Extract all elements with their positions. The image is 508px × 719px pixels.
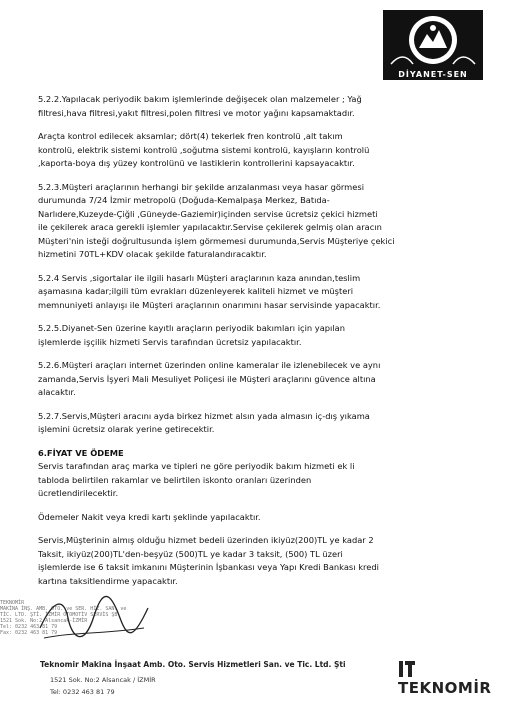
paragraph-payments [38,511,468,525]
paragraph-5-2-6 [38,359,468,400]
footer-phone: Tel: 0232 463 81 79 [50,688,115,696]
text-line: hizmetini 70TL+KDV olacak şekilde faturalandıracaktır. [38,249,267,259]
paragraph-5-2-7 [38,410,468,437]
text-line: memnuniyeti anlayışı ile Müşteri araçlarının onarımını hasar servisinde yapacaktır. [38,299,381,310]
text-line: filtresi,hava filtresi,yakıt filtresi,polen filtresi ve motor yağını kapsamaktadır. [38,107,355,118]
text-line: 5.2.6.Müşteri araçları internet üzerinden online kameralar ile izlenebilecek ve aynı [38,360,381,370]
paragraph-5-2-3 [38,181,468,262]
teknomir-brand-text: TEKNOMİR [398,679,492,697]
text-line: aşamasına kadar;ilgili tüm evrakları düzenleyerek kaliteli hizmet ve müşteri [38,286,354,296]
text-line: 5.2.4 Servis ,sigortalar ile ilgili hasarlı Müşteri araçlarının kaza anından,teslim [38,272,361,283]
paragraph-controls [38,130,468,171]
paragraph-section-6 [38,447,468,501]
text-line: 5.2.5.Diyanet-Sen üzerine kayıtlı araçların periyodik bakımları için yapılan [38,323,346,333]
document-body [38,93,468,598]
text-line: işlemini ücretsiz olarak yerine getirecektir. [38,424,215,434]
footer-company: Teknomir Makina İnşaat Amb. Oto. Servis Hizmetleri San. ve Tic. Ltd. Şti [40,660,346,669]
text-line: 5.2.2.Yapılacak periyodik bakım işlemlerinde değişecek olan malzemeler ; Yağ [38,94,362,104]
text-line: Servis,Müşterinin almış olduğu hizmet bedeli üzerinden ikiyüz(200)TL ye kadar 2 [38,535,374,545]
text-line: ile çekilerek araca gerekli işlemler yapılacaktır.Servise çekilerek gelmiş olan aracın [38,222,382,232]
text-line: Müşteri'nin isteği doğrultusunda işlem görmemesi durumunda,Servis Müşteriye çekici [38,235,395,246]
footer-address: 1521 Sok. No:2 Alsancak / İZMİR [50,676,156,684]
text-line: işlemlerde ise 6 taksit imkanını Müşterinin İşbankası veya Yapı Kredi Bankası kredi [38,562,379,572]
text-line: kontrolü, elektrik sistemi kontrolü ,soğutma sistemi kontrolü, kayışların kontrolü [38,144,370,155]
text-line: tabloda belirtilen rakamlar ve belirtilen iskonto oranları üzerinden [38,474,312,485]
paragraph-5-2-5 [38,322,468,349]
handwritten-signature-icon [34,588,154,658]
stamp-line: TEKNOMİR [0,600,25,606]
teknomir-brand [398,660,508,697]
teknomir-logo-icon [398,660,416,678]
text-line: Ödemeler Nakit veya kredi kartı şeklinde yapılacaktır. [38,511,261,522]
stamp-line: Fax: 0232 463 81 79 [0,630,58,636]
text-line: zamanda,Servis İşyeri Mali Mesuliyet Poliçesi ile Müşteri araçlarını güvence altına [38,373,376,384]
section-heading: 6.FİYAT VE ÖDEME [38,447,124,458]
logo-text: DİYANET-SEN [383,70,483,79]
text-line: Araçta kontrol edilecek aksamlar; dört(4) tekerlek fren kontrolü ,alt takım [38,131,343,141]
stamp-line: MAKİNA İNŞ. AMB. OTO. ve SER. HİZ. SAN. ve [0,606,127,612]
text-line: Servis tarafından araç marka ve tipleri ne göre periyodik bakım hizmeti ek li [38,461,355,471]
text-line: 5.2.3.Müşteri araçlarının herhangi bir şekilde arızalanması veya hasar görmesi [38,181,365,192]
text-line: Narlıdere,Kuzeyde-Çiğli ,Güneyde-Gaziemir)içinden servise ücretsiz çekici hizmeti [38,208,378,219]
text-line: Taksit, ikiyüz(200)TL'den-beşyüz (500)TL ye kadar 3 taksit, (500) TL üzeri [38,548,343,559]
paragraph-5-2-2 [38,93,468,120]
stamp-line: 1521 Sok. No:2 Alsancak-İZMİR [0,618,88,624]
diyanet-sen-logo [383,10,483,80]
text-line: ,kaporta-boya dış yüzey kontrolünü ve lastiklerin kontrollerini kapsayacaktır. [38,158,355,168]
text-line: durumunda 7/24 İzmir metropolü (Doğuda-Kemalpaşa Merkez, Batıda- [38,195,330,205]
text-line: alacaktır. [38,387,76,397]
text-line: işlemlerde işçilik hizmeti Servis tarafından ücretsiz yapılacaktır. [38,336,302,347]
stamp-line: Tel: 0232 463 81 79 [0,624,58,630]
paragraph-installments [38,534,468,588]
text-line: ücretlendirilecektir. [38,488,119,498]
text-line: kartına taksitlendirme yapacaktır. [38,575,178,586]
paragraph-5-2-4 [38,272,468,313]
text-line: 5.2.7.Servis,Müşteri aracını ayda birkez hizmet alsın yada almasın iç-dış yıkama [38,410,370,421]
stamp-line: TİC. LTD. ŞTİ. İZMİR OTOMOTİV SERVİS ŞB. [0,612,121,618]
